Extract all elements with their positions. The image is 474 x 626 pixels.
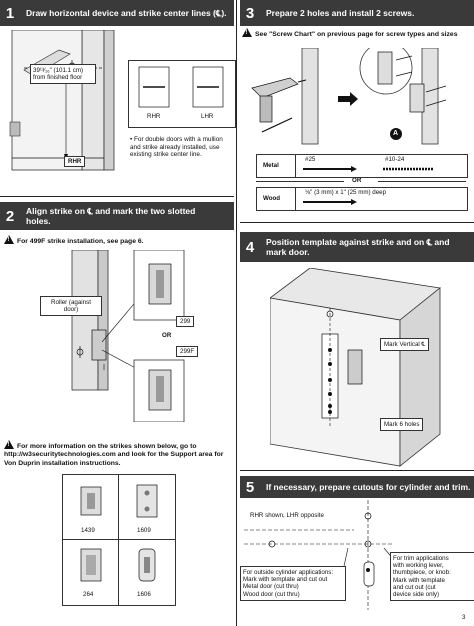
step1-door-illustration	[4, 30, 120, 180]
step1-bullet-text: For double doors with a mullion and strike already installed, use existing strike center line.	[130, 136, 223, 159]
step4-number: 4	[245, 238, 255, 256]
step3-number: 3	[245, 4, 255, 22]
outside-cylinder-line-2: Mark with template and cut out	[243, 576, 328, 584]
handing-box	[128, 60, 236, 128]
door-label-lhr: LHR	[201, 113, 214, 120]
step3-header	[240, 0, 474, 26]
trim-apps-line-2: with working lever,	[393, 562, 444, 570]
rhr-label: RHR	[68, 158, 82, 165]
trim-apps-line-6: device side only)	[393, 591, 440, 599]
step5-title: If necessary, prepare cutouts for cylinder and trim.	[266, 482, 471, 492]
page-number: 3	[462, 614, 466, 621]
warning-icon	[4, 440, 14, 449]
strike-1439-icon	[77, 483, 105, 519]
step4-title: Position template against strike and on ℄ and mark door.	[266, 237, 450, 257]
outside-cylinder-line-1: For outside cylinder applications:	[243, 569, 334, 576]
wood-bit: ⅛" (3 mm) x 1" (25 mm) deep	[305, 189, 387, 196]
step3-title: Prepare 2 holes and install 2 screws.	[266, 8, 415, 18]
warning-icon	[242, 28, 252, 37]
rhr-tag	[64, 156, 85, 167]
more-info-note	[4, 440, 232, 468]
trim-apps-line-3: thumbpiece, or knob:	[393, 569, 451, 577]
or-row	[256, 177, 466, 185]
strike-299-tag	[176, 316, 194, 327]
step5-number: 5	[245, 478, 255, 496]
chart-or: OR	[352, 177, 362, 184]
step4-template-illustration	[270, 268, 450, 468]
strike-1606-icon	[133, 547, 161, 583]
step4-header	[240, 232, 474, 262]
strike-label-1439: 1439	[81, 527, 95, 534]
step1-title: Draw horizontal device and strike center lines (℄).	[26, 7, 227, 18]
wood-drill-bit-icon	[303, 198, 357, 206]
right-divider-2	[240, 470, 474, 471]
note-499f-text: For 499F strike installation, see page 6.	[17, 238, 144, 245]
strike-1609-icon	[133, 483, 161, 519]
outside-cylinder-box	[240, 566, 346, 601]
or-label: OR	[162, 332, 172, 339]
step1-header	[0, 0, 234, 26]
tap-icon	[383, 165, 437, 173]
mark-vertical-label: Mark Vertical ℄	[384, 341, 426, 348]
metal-bit-1024: #10-24	[385, 156, 405, 163]
trim-apps-line-1: For trim applications	[393, 555, 449, 562]
strike-299f-label: 299F	[180, 348, 195, 355]
door-label-rhr: RHR	[147, 113, 161, 120]
right-divider-1	[240, 222, 474, 223]
strike-264-icon	[77, 547, 105, 583]
callout-a: A	[393, 130, 399, 137]
outside-cylinder-line-3: Metal door (cut thru)	[243, 583, 299, 591]
drill-chart	[256, 154, 468, 212]
trim-apps-line-5: and cut out (cut	[393, 583, 436, 591]
height-callout	[30, 64, 96, 84]
left-divider-1	[0, 196, 234, 197]
metal-label: Metal	[263, 162, 279, 169]
mark-holes-callout	[380, 418, 423, 431]
outside-cylinder-line-4: Wood door (cut thru)	[243, 590, 300, 598]
step2-strike-illustration	[4, 250, 232, 422]
trim-apps-box	[390, 552, 474, 601]
or-tag	[162, 332, 171, 339]
drill-bit-icon	[303, 165, 357, 173]
screw-chart-note	[242, 28, 472, 39]
warning-icon	[4, 235, 14, 244]
wood-label: Wood	[263, 195, 281, 202]
more-info-text: For more information on the strikes shown below, go to http://w3securitytechnologies.com and look for the Support area for Von Duprin installation instructions.	[4, 443, 224, 467]
trim-apps-line-4: Mark with template	[393, 576, 445, 584]
height-label: 39¹³⁄₁₆" (101.1 cm) from finished floor	[33, 67, 84, 82]
bullet-dot: •	[130, 136, 135, 143]
strike-299f-tag	[176, 346, 198, 357]
strike-label-264: 264	[83, 591, 94, 598]
step1-number: 1	[5, 4, 15, 22]
mark-vertical-callout	[380, 338, 429, 351]
screw-chart-note-text: See "Screw Chart" on previous page for screw types and sizes	[255, 31, 458, 38]
step2-title: Align strike on ℄ and mark the two slotted holes.	[26, 206, 196, 226]
handing-note: RHR shown, LHR opposite	[250, 512, 324, 519]
note-499f	[4, 235, 232, 246]
step5-header	[240, 476, 474, 498]
strike-299-label: 299	[180, 318, 191, 325]
step2-number: 2	[5, 207, 15, 225]
wood-row	[256, 187, 468, 211]
step3-drill-illustration	[242, 48, 472, 148]
strike-label-1609: 1609	[137, 527, 151, 534]
step1-bullet	[130, 136, 234, 159]
mark-holes-label: Mark 6 holes	[384, 421, 420, 428]
handing-doors-icon	[129, 61, 235, 113]
roller-callout	[40, 296, 102, 316]
step2-header	[0, 202, 234, 230]
metal-row	[256, 154, 468, 178]
column-divider	[236, 0, 237, 626]
strike-label-1606: 1606	[137, 591, 151, 598]
roller-label: Roller (against door)	[51, 299, 91, 314]
strikes-grid	[62, 474, 176, 606]
metal-bit-25: #25	[305, 156, 316, 163]
